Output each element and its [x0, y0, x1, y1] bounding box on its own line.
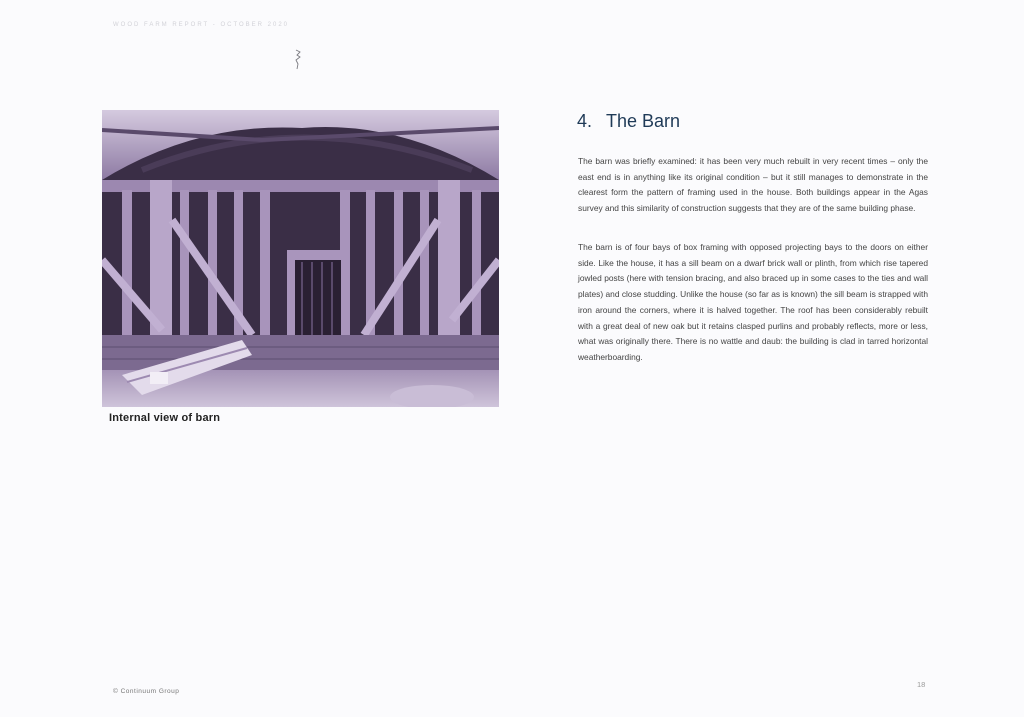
section-title: The Barn [606, 111, 681, 131]
paragraph-1: The barn was briefly examined: it has been very much rebuilt in very recent times – only the east end is in anything like its original condition – but it still manages to demonstrate in the clearest form the pattern of framing used in the house. Both buildings appear in the Agas survey and this similarity of construction suggests that they are of the same building phase. [578, 156, 928, 214]
paragraph-2: The barn is of four bays of box framing with opposed projecting bays to the doors on either side. Like the house, it has a sill beam on a dwarf brick wall or plinth, from which rise tapered jowled posts (here with tension bracing, and also braced up in some cases to the ties and wall plates) and close studding. Unlike the house (so far as is known) the sill beam is strapped with iron around the corners, where it is halved together. The roof has been considerably rebuilt with a great deal of new oak but it retains clasped purlins and probably reflects, more or less, what was originally there. There is no wattle and daub: the building is clad in tarred horizontal weatherboarding. [578, 242, 928, 362]
running-header: WOOD FARM REPORT - OCTOBER 2020 [113, 22, 290, 28]
barn-interior-photo [102, 110, 499, 407]
punch-mark [294, 48, 302, 70]
photo-caption: Internal view of barn [109, 412, 221, 424]
section-number: 4. [577, 111, 593, 131]
section-heading [577, 111, 680, 132]
footer-copyright: © Continuum Group [113, 688, 180, 695]
page-number: 18 [917, 680, 926, 689]
